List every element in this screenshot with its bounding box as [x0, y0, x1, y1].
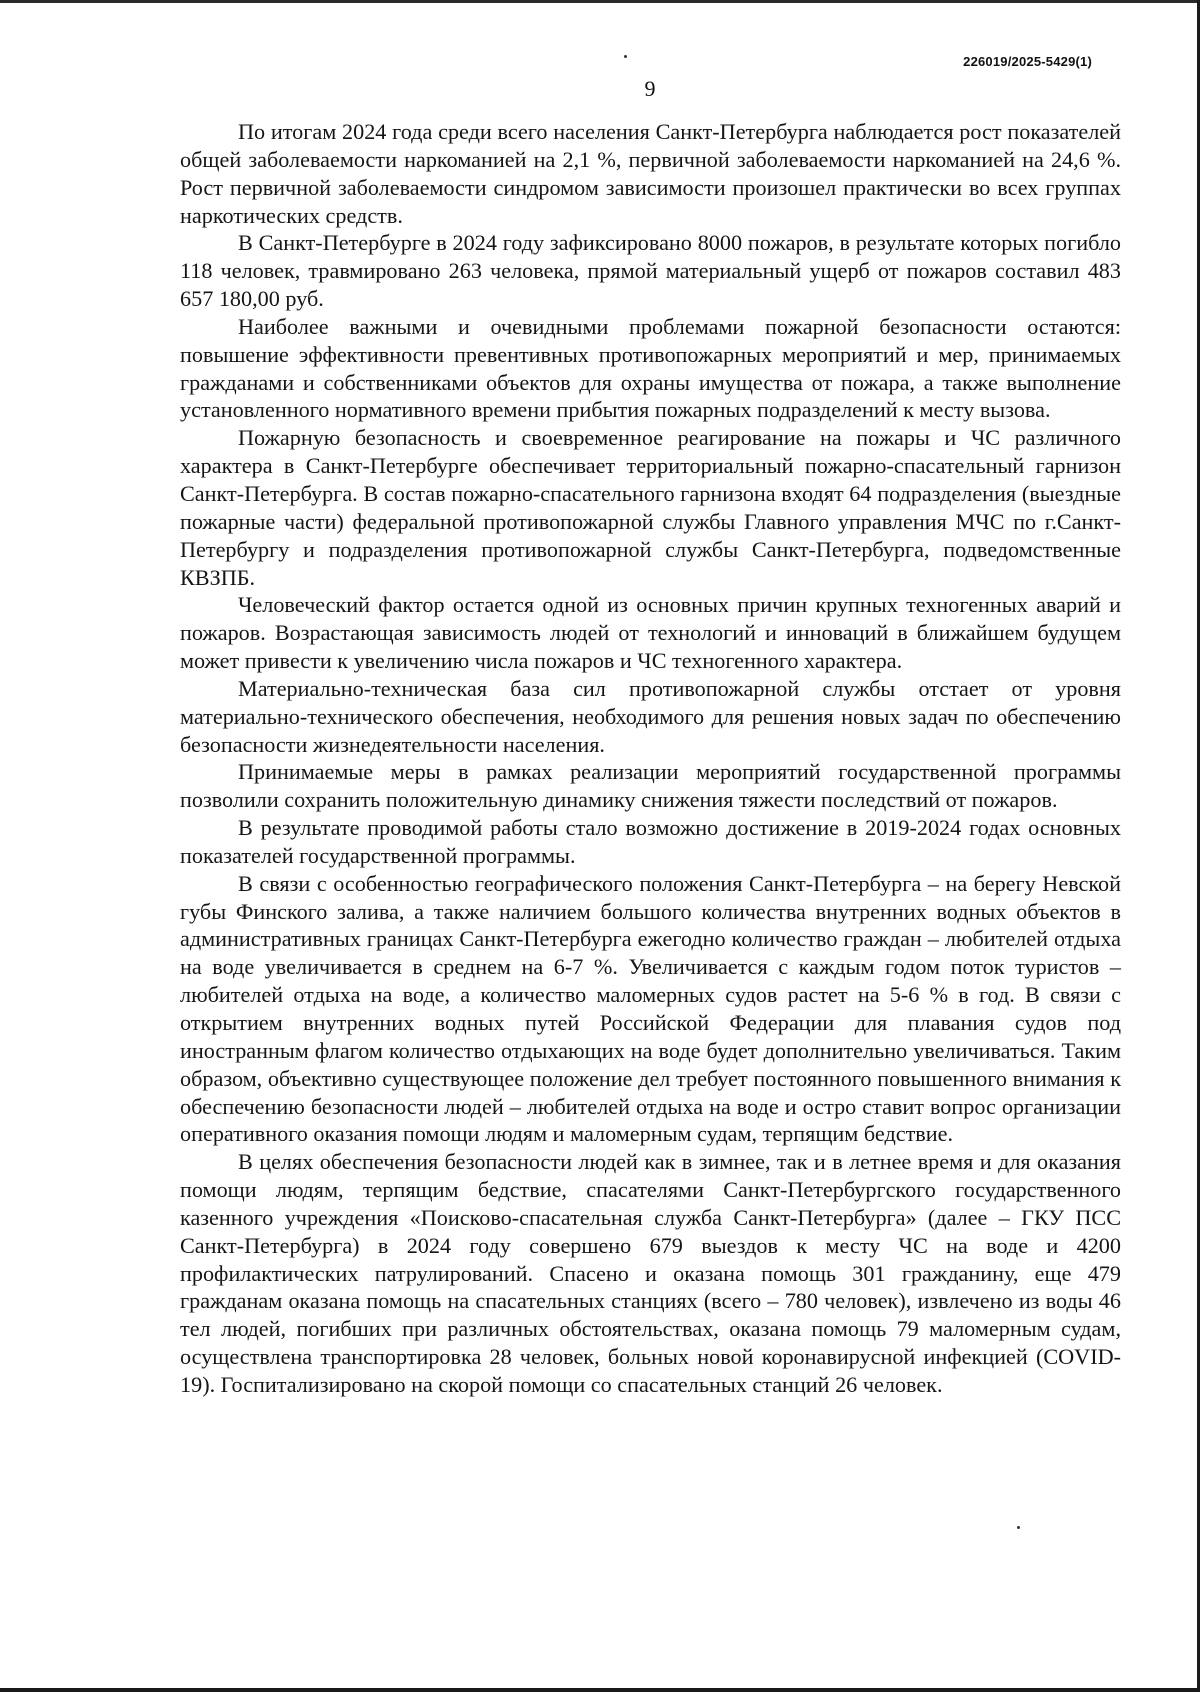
paragraph: Принимаемые меры в рамках реализации мероприятий государственной программы позволили сохранить положительную динамику снижения тяжести последствий от пожаров.: [180, 759, 1121, 813]
bottom-scan-border: [0, 1688, 1200, 1692]
paragraph: В связи с особенностью географического положения Санкт-Петербурга – на берегу Невской губы Финского залива, а также наличием большого количества внутренних водных объектов в административных границах Санкт-Петербурга ежегодно количество граждан – любителей отдыха на воде увеличивается в среднем на 6-7 %. Увеличивается с каждым годом поток туристов – любителей отдыха на воде, а количество маломерных судов растет на 5-6 % в год. В связи с открытием внутренних водных путей Российской Федерации для плавания судов под иностранным флагом количество отдыхающих на воде будет дополнительно увеличиваться. Таким образом, объективно существующее положение дел требует постоянного повышенного внимания к обеспечению безопасности людей – любителей отдыха на воде и остро ставит вопрос организации оперативного оказания помощи людям и маломерным судам, терпящим бедствие.: [180, 870, 1121, 1147]
top-scan-border: [0, 0, 1200, 3]
registration-number: 226019/2025-5429(1): [963, 54, 1092, 69]
paragraph: Материально-техническая база сил противопожарной службы отстает от уровня материально-технического обеспечения, необходимого для решения новых задач по обеспечению безопасности жизнедеятельности населения.: [180, 675, 1121, 757]
paragraph: Пожарную безопасность и своевременное реагирование на пожары и ЧС различного характера в Санкт-Петербурге обеспечивает территориальный пожарно-спасательный гарнизон Санкт-Петербурга. В состав пожарно-спасательного гарнизона входят 64 подразделения (выездные пожарные части) федеральной противопожарной службы Главного управления МЧС по г.Санкт-Петербургу и подразделения противопожарной службы Санкт-Петербурга, подведомственные КВЗПБ.: [180, 425, 1121, 590]
paragraph: По итогам 2024 года среди всего населения Санкт-Петербурга наблюдается рост показателей общей заболеваемости наркоманией на 2,1 %, первичной заболеваемости наркоманией на 24,6 %. Рост первичной заболеваемости синдромом зависимости произошел практически во всех группах наркотических средств.: [180, 119, 1121, 228]
page-number: 9: [644, 76, 656, 101]
document-body: [180, 118, 1121, 1399]
paragraph: В результате проводимой работы стало возможно достижение в 2019-2024 годах основных показателей государственной программы.: [180, 815, 1121, 868]
paragraph: Наиболее важными и очевидными проблемами пожарной безопасности остаются: повышение эффективности превентивных противопожарных мероприятий и мер, принимаемых гражданами и собственниками объектов для охраны имущества от пожара, а также выполнение установленного нормативного времени прибытия пожарных подразделений к месту вызова.: [180, 313, 1121, 423]
paragraph: В Санкт-Петербурге в 2024 году зафиксировано 8000 пожаров, в результате которых погибло 118 человек, травмировано 263 человека, прямой материальный ущерб от пожаров составил 483 657 180,00 руб.: [180, 230, 1121, 312]
scan-speck: [624, 55, 627, 58]
paragraph: Человеческий фактор остается одной из основных причин крупных техногенных аварий и пожаров. Возрастающая зависимость людей от технологий и инноваций в ближайшем будущем может привести к увеличению числа пожаров и ЧС техногенного характера.: [180, 592, 1121, 674]
paragraph: В целях обеспечения безопасности людей как в зимнее, так и в летнее время и для оказания помощи людям, терпящим бедствие, спасателями Санкт-Петербургского государственного казенного учреждения «Поисково-спасательная служба Санкт-Петербурга» (далее – ГКУ ПСС Санкт-Петербурга) в 2024 году совершено 679 выездов к месту ЧС на воде и 4200 профилактических патрулирований. Спасено и оказана помощь 301 гражданину, еще 479 гражданам оказана помощь на спасательных станциях (всего – 780 человек), извлечено из воды 46 тел людей, погибших при различных обстоятельствах, оказана помощь 79 маломерным судам, осуществлена транспортировка 28 человек, больных новой коронавирусной инфекцией (COVID-19). Госпитализировано на скорой помощи со спасательных станций 26 человек.: [180, 1149, 1121, 1397]
scan-speck: [1017, 1526, 1020, 1529]
